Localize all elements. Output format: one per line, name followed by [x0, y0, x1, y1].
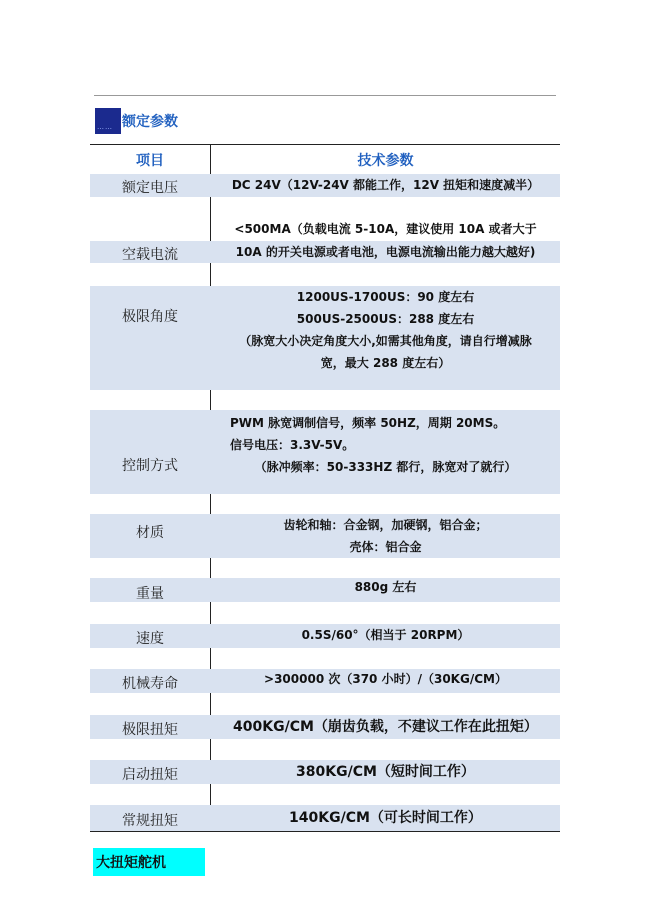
row-value: >300000 次（370 小时）/（30KG/CM）	[264, 672, 507, 686]
section-marker-dots: ……	[97, 123, 113, 131]
row-value: 400KG/CM（崩齿负载，不建议工作在此扭矩）	[233, 719, 538, 735]
row-label: 极限扭矩	[122, 722, 178, 738]
row-label: 重量	[136, 586, 164, 602]
row-value: 0.5S/60°（相当于 20RPM）	[301, 628, 470, 642]
row-label: 空载电流	[122, 247, 178, 263]
table-header	[90, 144, 560, 176]
row-value: 信号电压：3.3V-5V。	[230, 438, 355, 452]
row-label: 材质	[136, 525, 164, 541]
table-row	[90, 715, 560, 739]
row-value: DC 24V（12V-24V 都能工作，12V 扭矩和速度减半）	[231, 178, 540, 192]
row-value: PWM 脉宽调制信号，频率 50HZ，周期 20MS。	[230, 416, 506, 430]
row-label: 常规扭矩	[122, 813, 178, 829]
row-value: <500MA（负载电流 5-10A，建议使用 10A 或者大于	[234, 222, 537, 236]
row-value: 380KG/CM（短时间工作）	[296, 764, 475, 780]
table-bottom-rule	[90, 831, 560, 832]
table-row	[90, 669, 560, 693]
row-label: 速度	[136, 631, 164, 647]
table-row	[90, 410, 560, 494]
header-spec: 技术参数	[357, 153, 414, 169]
row-value: （脉宽大小决定角度大小,如需其他角度，请自行增减脉	[239, 334, 532, 348]
table-row	[90, 217, 560, 263]
row-label: 机械寿命	[122, 676, 178, 692]
row-value: 壳体：铝合金	[349, 540, 422, 554]
row-value: 10A 的开关电源或者电池，电源电流输出能力越大越好)	[235, 245, 536, 259]
table-row	[90, 286, 560, 390]
table-row	[90, 578, 560, 602]
table-row	[90, 174, 560, 197]
row-value: 500US-2500US：288 度左右	[296, 312, 475, 326]
row-value: 齿轮和轴：合金钢，加硬钢，铝合金；	[283, 518, 488, 532]
row-label: 控制方式	[122, 458, 178, 474]
row-label: 极限角度	[122, 309, 178, 325]
next-section-title: 大扭矩舵机	[96, 855, 166, 871]
table-row	[90, 805, 560, 831]
row-value: 1200US-1700US：90 度左右	[296, 290, 475, 304]
section-title: 额定参数	[122, 114, 178, 130]
row-value: 宽，最大 288 度左右）	[320, 356, 451, 370]
row-value: 880g 左右	[354, 580, 417, 594]
table-row	[90, 514, 560, 558]
row-label: 启动扭矩	[122, 767, 178, 783]
section-marker-icon	[95, 108, 121, 134]
row-value: （脉冲频率：50-333HZ 都行，脉宽对了就行）	[254, 460, 517, 474]
next-section-heading	[93, 848, 205, 876]
header-item: 项目	[136, 153, 164, 169]
table-row	[90, 760, 560, 784]
table-row	[90, 624, 560, 648]
section-heading	[95, 108, 178, 134]
row-label: 额定电压	[122, 180, 178, 196]
top-rule	[94, 95, 556, 96]
row-value: 140KG/CM（可长时间工作）	[289, 810, 482, 826]
